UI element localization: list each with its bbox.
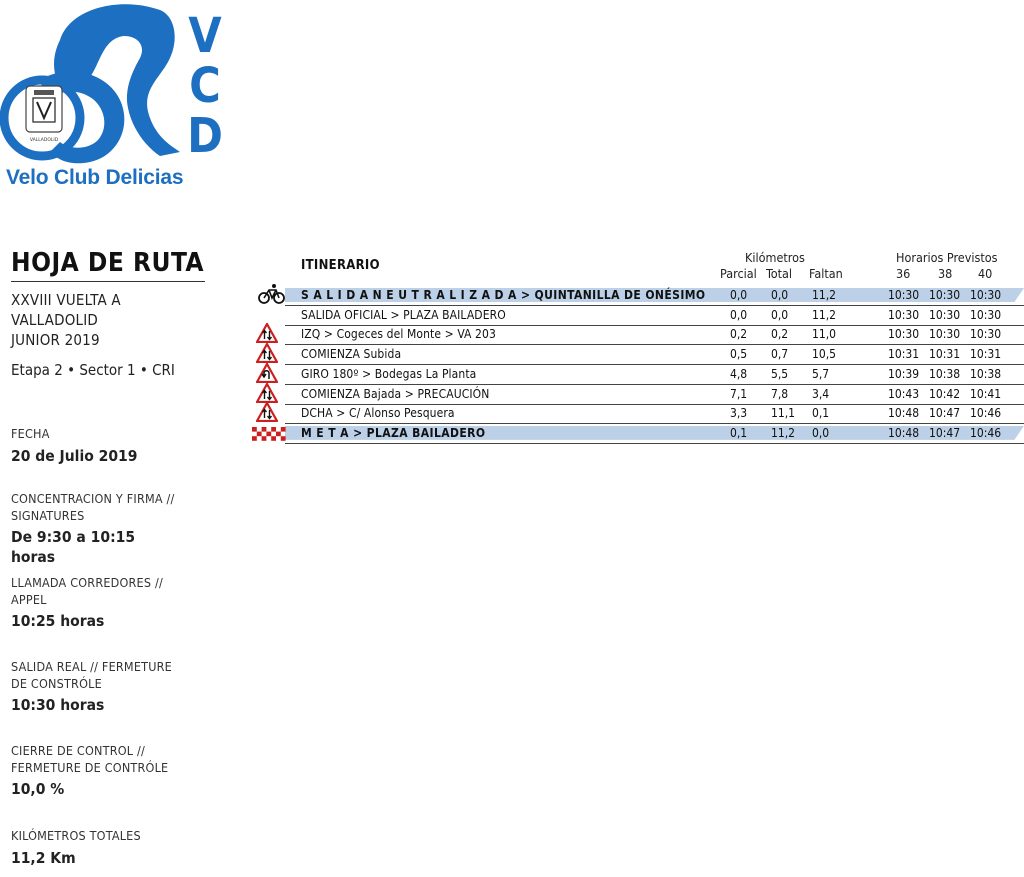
row-faltan: 10,5 — [812, 347, 837, 362]
event-name: XXVIII VUELTA A VALLADOLID — [11, 291, 121, 329]
row-t40: 10:31 — [970, 347, 1002, 362]
table-row — [285, 307, 1024, 326]
col-parcial: Parcial — [720, 266, 757, 281]
row-t38: 10:47 — [929, 425, 961, 440]
info-label: CIERRE DE CONTROL // FERMETURE DE CONTRÓLE — [11, 743, 169, 775]
table-row — [285, 425, 1024, 444]
info-signatures — [11, 491, 181, 567]
row-parcial: 7,1 — [730, 386, 748, 401]
schedule-group-header: Horarios Previstos — [896, 250, 998, 265]
row-t38: 10:31 — [929, 347, 961, 362]
row-parcial: 3,3 — [730, 406, 748, 421]
info-value: 11,2 Km — [11, 848, 76, 867]
row-t38: 10:42 — [929, 386, 961, 401]
row-t36: 10:31 — [888, 347, 920, 362]
row-point-name: SALIDA OFICIAL > PLAZA BAILADERO — [301, 307, 506, 322]
info-value: De 9:30 a 10:15 horas — [11, 528, 136, 566]
row-faltan: 0,1 — [812, 406, 830, 421]
row-t36: 10:48 — [888, 406, 920, 421]
table-row — [285, 326, 1024, 345]
row-t40: 10:30 — [970, 288, 1002, 302]
row-t38: 10:47 — [929, 406, 961, 421]
logo-letter-v: V — [188, 8, 222, 64]
row-t38: 10:30 — [929, 288, 961, 302]
info-label: KILÓMETROS TOTALES — [11, 828, 141, 843]
row-point-name: M E T A > PLAZA BAILADERO — [301, 425, 486, 440]
row-t36: 10:48 — [888, 425, 920, 440]
row-total: 0,2 — [771, 327, 789, 342]
row-point-name: GIRO 180º > Bodegas La Planta — [301, 366, 477, 381]
col-total: Total — [766, 266, 793, 281]
info-call — [11, 575, 171, 631]
row-parcial: 0,0 — [730, 288, 748, 302]
itinerary-heading: ITINERARIO — [301, 258, 380, 273]
row-parcial: 0,1 — [730, 425, 748, 440]
row-t40: 10:30 — [970, 327, 1002, 342]
row-parcial: 0,0 — [730, 307, 748, 322]
row-t40: 10:38 — [970, 366, 1002, 381]
km-group-header: Kilómetros — [745, 250, 805, 265]
row-parcial: 4,8 — [730, 366, 748, 381]
row-total: 11,1 — [771, 406, 796, 421]
col-36: 36 — [896, 266, 911, 281]
table-row — [285, 386, 1024, 405]
row-faltan: 11,2 — [812, 307, 837, 322]
row-parcial: 0,2 — [730, 327, 748, 342]
row-t40: 10:46 — [970, 425, 1002, 440]
title-divider — [11, 281, 205, 282]
row-parcial: 0,5 — [730, 347, 748, 362]
row-point-name: COMIENZA Bajada > PRECAUCIÓN — [301, 386, 490, 401]
row-point-name: S A L I D A N E U T R A L I Z A D A > QUINTANILLA DE ONÉSIMO — [301, 288, 706, 302]
row-faltan: 0,0 — [812, 425, 830, 440]
two-way-traffic-icon — [256, 402, 278, 426]
route-sheet-header — [11, 248, 211, 380]
table-row — [285, 346, 1024, 365]
row-faltan: 5,7 — [812, 366, 830, 381]
club-name: Velo Club Delicias — [6, 166, 184, 189]
col-40: 40 — [978, 266, 993, 281]
checkered-flag-icon — [252, 426, 286, 445]
row-point-name: COMIENZA Subida — [301, 347, 402, 362]
row-total: 7,8 — [771, 386, 789, 401]
logo-letter-c: C — [189, 58, 221, 114]
page-title: HOJA DE RUTA — [11, 248, 204, 278]
info-total-km — [11, 828, 211, 868]
info-value: 10:30 horas — [11, 696, 105, 714]
stage-info: Etapa 2 • Sector 1 • CRI — [11, 361, 175, 379]
event-category: JUNIOR 2019 — [11, 331, 100, 349]
row-total: 0,7 — [771, 347, 789, 362]
info-value: 20 de Julio 2019 — [11, 446, 138, 465]
info-label: FECHA — [11, 426, 50, 441]
row-t36: 10:30 — [888, 307, 920, 322]
row-faltan: 3,4 — [812, 386, 830, 401]
row-t38: 10:30 — [929, 327, 961, 342]
row-t40: 10:46 — [970, 406, 1002, 421]
row-total: 11,2 — [771, 425, 796, 440]
col-38: 38 — [938, 266, 953, 281]
info-label: CONCENTRACION Y FIRMA // SIGNATURES — [11, 491, 175, 523]
row-divider — [285, 443, 1024, 444]
row-faltan: 11,2 — [812, 288, 837, 302]
info-value: 10,0 % — [11, 780, 65, 798]
row-total: 0,0 — [771, 288, 789, 302]
row-t36: 10:43 — [888, 386, 920, 401]
info-control — [11, 743, 181, 799]
row-point-name: DCHA > C/ Alonso Pesquera — [301, 406, 455, 421]
row-t38: 10:30 — [929, 307, 961, 322]
col-faltan: Faltan — [809, 266, 843, 281]
row-faltan: 11,0 — [812, 327, 837, 342]
row-t40: 10:41 — [970, 386, 1002, 401]
table-row — [285, 287, 1024, 306]
logo-crest-city: VALLADOLID — [29, 138, 59, 143]
row-t38: 10:38 — [929, 366, 961, 381]
logo-crest — [26, 86, 62, 143]
row-t36: 10:30 — [888, 288, 920, 302]
row-total: 5,5 — [771, 366, 789, 381]
info-start — [11, 659, 191, 715]
row-t36: 10:30 — [888, 327, 920, 342]
table-row — [285, 366, 1024, 385]
info-label: SALIDA REAL // FERMETURE DE CONSTRÓLE — [11, 659, 172, 691]
info-date — [11, 426, 211, 466]
row-t36: 10:39 — [888, 366, 920, 381]
info-value: 10:25 horas — [11, 612, 105, 630]
row-total: 0,0 — [771, 307, 789, 322]
bicycle-icon — [258, 283, 286, 309]
row-t40: 10:30 — [970, 307, 1002, 322]
table-row — [285, 405, 1024, 424]
info-label: LLAMADA CORREDORES // APPEL — [11, 575, 163, 607]
row-point-name: IZQ > Cogeces del Monte > VA 203 — [301, 327, 496, 342]
logo-letter-d: D — [187, 108, 223, 164]
